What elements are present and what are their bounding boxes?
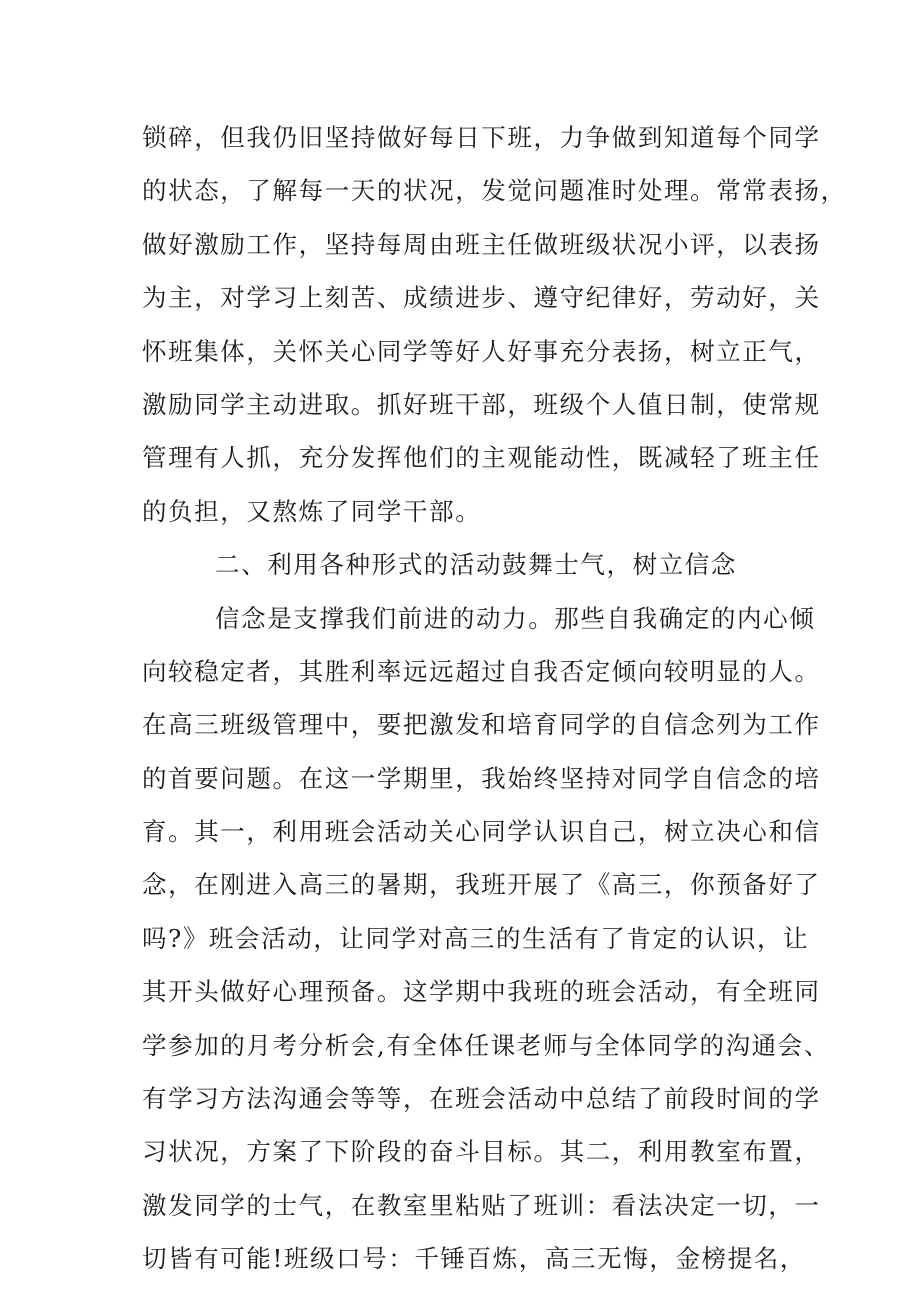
text-line: 育。其一，利用班会活动关心同学认识自己，树立决心和信 — [142, 817, 821, 847]
text-line: 的负担，又熬炼了同学干部。 — [142, 496, 482, 526]
text-line: 向较稳定者，其胜利率远远超过自我否定倾向较明显的人。 — [142, 656, 821, 686]
text-line: 锁碎，但我仍旧坚持做好每日下班，力争做到知道每个同学 — [142, 123, 821, 152]
text-line: 激发同学的士气，在教室里粘贴了班训：看法决定一切，一 — [142, 1190, 821, 1220]
section-heading: 二、利用各种形式的活动鼓舞士气，树立信念 — [215, 550, 737, 580]
text-line: 习状况，方案了下阶段的奋斗目标。其二，利用教室布置， — [142, 1137, 821, 1167]
text-line: 切皆有可能!班级口号：千锤百炼，高三无悔，金榜提名， — [142, 1244, 806, 1274]
text-line: 怀班集体，关怀关心同学等好人好事充分表扬，树立正气， — [142, 336, 821, 366]
text-line: 念，在刚进入高三的暑期，我班开展了《高三，你预备好了 — [142, 870, 821, 900]
text-line: 管理有人抓，充分发挥他们的主观能动性，既减轻了班主任 — [142, 443, 821, 473]
text-line: 的状态，了解每一天的状况，发觉问题准时处理。常常表扬， — [142, 176, 847, 206]
text-line: 学参加的月考分析会,有全体任课老师与全体同学的沟通会、 — [142, 1030, 830, 1060]
text-line: 的首要问题。在这一学期里，我始终坚持对同学自信念的培 — [142, 763, 821, 793]
document-body — [142, 118, 847, 1293]
text-line: 为主，对学习上刻苦、成绩进步、遵守纪律好，劳动好，关 — [142, 283, 821, 313]
text-line: 吗?》班会活动，让同学对高三的生活有了肯定的认识，让 — [142, 923, 810, 953]
text-line: 激励同学主动进取。抓好班干部，班级个人值日制，使常规 — [142, 389, 821, 419]
text-line: 有学习方法沟通会等等，在班会活动中总结了前段时间的学 — [142, 1084, 821, 1114]
text-line: 信念是支撑我们前进的动力。那些自我确定的内心倾 — [215, 603, 816, 633]
paragraph-2 — [142, 599, 830, 1293]
text-line: 做好激励工作，坚持每周由班主任做班级状况小评，以表扬 — [142, 229, 821, 259]
text-line: 其开头做好心理预备。这学期中我班的班会活动，有全班同 — [142, 977, 821, 1007]
text-line: 在高三班级管理中，要把激发和培育同学的自信念列为工作 — [142, 710, 821, 740]
paragraph-1 — [142, 118, 847, 545]
